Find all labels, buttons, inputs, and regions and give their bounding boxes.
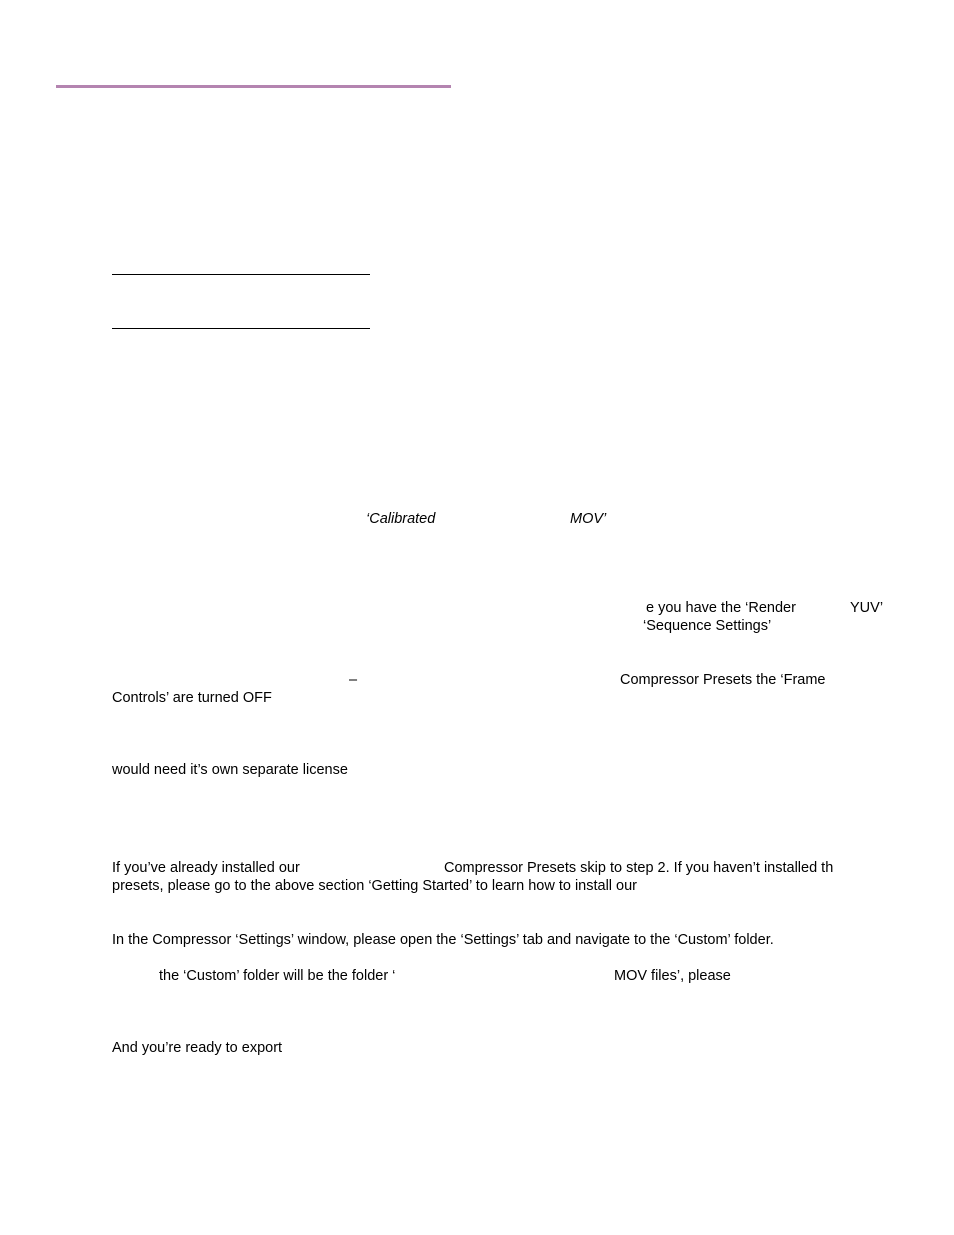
- step1-text-a: If you’ve already installed our: [112, 860, 300, 876]
- divider-rule-2: [112, 328, 370, 329]
- compressor-presets-frame-text: Compressor Presets the ‘Frame: [620, 672, 826, 688]
- divider-rule-1: [112, 274, 370, 275]
- en-dash-text: –: [349, 672, 358, 688]
- calibrated-text: ‘Calibrated: [366, 511, 436, 527]
- step1-text-line2: presets, please go to the above section ‘Getting Started’ to learn how to install our: [112, 878, 637, 894]
- step2-text-line1: In the Compressor ‘Settings’ window, please open the ‘Settings’ tab and navigate to the ‘Custom’ folder.: [112, 932, 774, 948]
- sequence-settings-text: ‘Sequence Settings’: [643, 618, 772, 634]
- section-header-rule: [56, 85, 451, 88]
- step2-text-line2b: MOV files’, please: [614, 968, 731, 984]
- separate-license-text: would need it’s own separate license: [112, 762, 348, 778]
- controls-off-text: Controls’ are turned OFF: [112, 690, 272, 706]
- step2-text-line2a: the ‘Custom’ folder will be the folder ‘: [159, 968, 396, 984]
- step1-text-b: Compressor Presets skip to step 2. If you haven’t installed th: [444, 860, 834, 876]
- render-yuv-text-a: e you have the ‘Render: [646, 600, 796, 616]
- step3-text: And you’re ready to export: [112, 1040, 283, 1056]
- render-yuv-text-b: YUV’: [850, 600, 884, 616]
- mov-quote-text: MOV’: [570, 511, 607, 527]
